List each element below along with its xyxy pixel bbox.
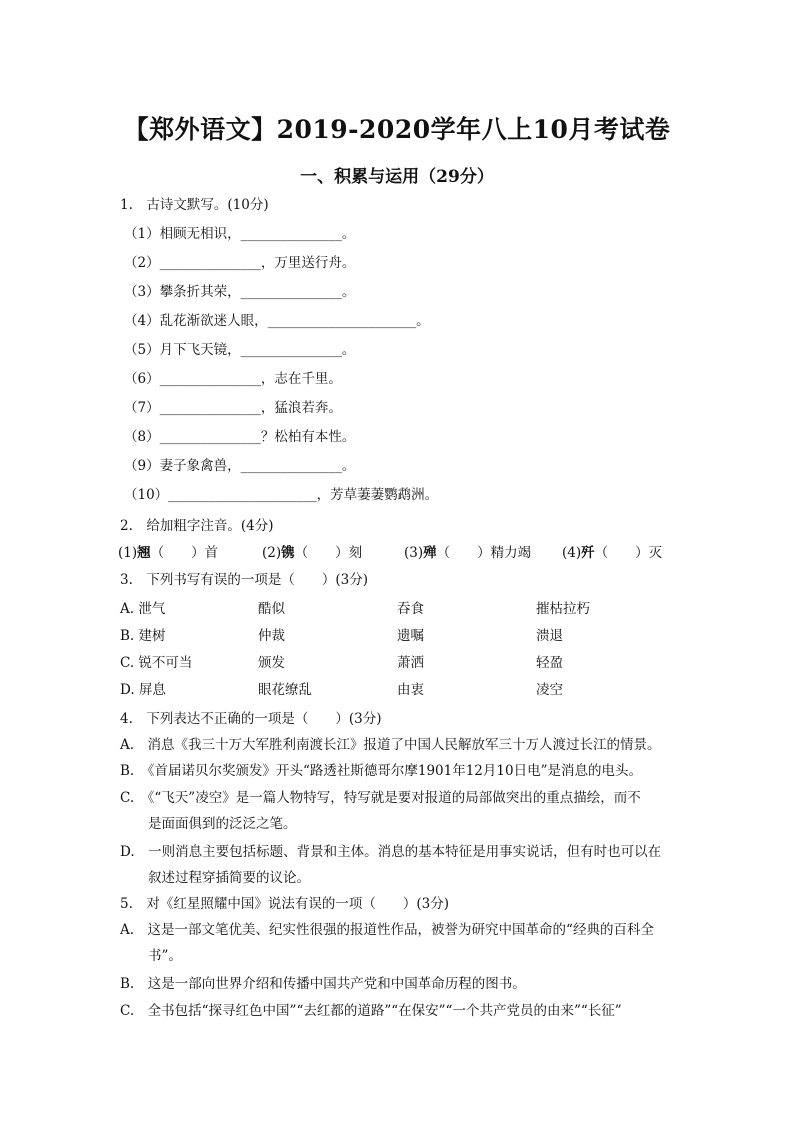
q2-part-num: (1) — [118, 545, 138, 561]
q3-word: 轻盈 — [536, 655, 563, 671]
q5-option-b: B. 这是一部向世界介绍和传播中国共产党和中国革命历程的图书。 — [120, 976, 526, 992]
q4-option-d-cont: 叙述过程穿插简要的议论。 — [148, 870, 310, 886]
q2-part — [262, 544, 362, 562]
q2-part-rest: （ ）灭 — [594, 545, 663, 561]
q3-word: 凌空 — [536, 682, 563, 698]
q3-word: 仲裁 — [258, 628, 285, 644]
section-heading: 一、积累与运用（29分） — [300, 167, 494, 187]
q1-item: （7）_______________，猛浪若奔。 — [124, 400, 342, 416]
q5-option-a: A. 这是一部文笔优美、纪实性很强的报道性作品，被誉为研究中国革命的“经典的百科全 — [120, 922, 654, 938]
q2-part-char: 翘 — [137, 545, 151, 561]
question-1-stem: 1. 古诗文默写。(10分) — [120, 197, 269, 213]
q1-item: （10）______________________，芳草萋萋鹦鹉洲。 — [124, 487, 439, 503]
q4-option-a: A. 消息《我三十万大军胜利南渡长江》报道了中国人民解放军三十万人渡过长江的情景。 — [120, 737, 661, 753]
q3-word: 吞食 — [397, 601, 424, 617]
q1-item: （5）月下飞天镜，_______________。 — [124, 342, 356, 358]
q2-part-char: 镌 — [281, 545, 295, 561]
question-4-stem: 4. 下列表达不正确的一项是（ ）(3分) — [120, 711, 382, 727]
q2-part-char: 殚 — [423, 545, 437, 561]
q1-item: （9）妻子象禽兽，_______________。 — [124, 458, 356, 474]
q1-item: （3）攀条折其荣，_______________。 — [124, 284, 356, 300]
q2-part-rest: （ ）精力竭 — [436, 545, 532, 561]
q1-item: （2）_______________，万里送行舟。 — [124, 255, 356, 271]
q3-word: 溃退 — [536, 628, 563, 644]
q3-word: 遗嘱 — [397, 628, 424, 644]
q2-part-rest: （ ）首 — [150, 545, 219, 561]
question-2-stem: 2. 给加粗字注音。(4分) — [120, 518, 274, 534]
q2-part — [562, 544, 662, 562]
q1-item: （8）_______________？松柏有本性。 — [124, 429, 356, 445]
question-3-stem: 3. 下列书写有误的一项是（ ）(3分) — [120, 572, 369, 588]
q3-word: 摧枯拉朽 — [536, 601, 590, 617]
q2-part — [118, 544, 218, 562]
q4-option-d: D. 一则消息主要包括标题、背景和主体。消息的基本特征是用事实说话，但有时也可以在 — [120, 844, 662, 860]
q3-word: 眼花缭乱 — [258, 682, 312, 698]
q4-option-c: C. 《“飞天”凌空》是一篇人物特写，特写就是要对报道的局部做突出的重点描绘，而不 — [120, 790, 641, 806]
q2-part-num: (3) — [404, 545, 424, 561]
q3-word: 萧洒 — [397, 655, 424, 671]
q2-part-rest: （ ）刻 — [294, 545, 363, 561]
q2-part-char: 歼 — [581, 545, 595, 561]
question-5-stem: 5. 对《红星照耀中国》说法有误的一项（ ）(3分) — [120, 896, 450, 912]
q3-word: 酷似 — [258, 601, 285, 617]
q5-option-c: C. 全书包括“探寻红色中国”“去红都的道路”“在保安”“一个共产党员的由来”“长征” — [120, 1003, 622, 1019]
q1-item: （1）相顾无相识，_______________。 — [124, 226, 356, 242]
q3-option-label: B. 建树 — [120, 628, 166, 644]
q4-option-c-cont: 是面面俱到的泛泛之笔。 — [148, 816, 297, 832]
exam-title: 【郑外语文】2019-2020学年八上10月考试卷 — [123, 115, 671, 144]
q1-item: （4）乱花渐欲迷人眼，______________________。 — [124, 313, 430, 329]
q2-part-num: (2) — [262, 545, 282, 561]
q5-option-a-cont: 书”。 — [148, 948, 182, 964]
q1-item: （6）_______________，志在千里。 — [124, 371, 342, 387]
q3-option-label: A. 泄气 — [120, 601, 166, 617]
q3-word: 由衷 — [397, 682, 424, 698]
q3-word: 颁发 — [258, 655, 285, 671]
q3-option-label: D. 屏息 — [120, 682, 166, 698]
q2-part-num: (4) — [562, 545, 582, 561]
q2-part — [404, 544, 531, 562]
q3-option-label: C. 锐不可当 — [120, 655, 193, 671]
q4-option-b: B. 《首届诺贝尔奖颁发》开头“路透社斯德哥尔摩1901年12月10日电”是消息的电头。 — [120, 763, 642, 779]
